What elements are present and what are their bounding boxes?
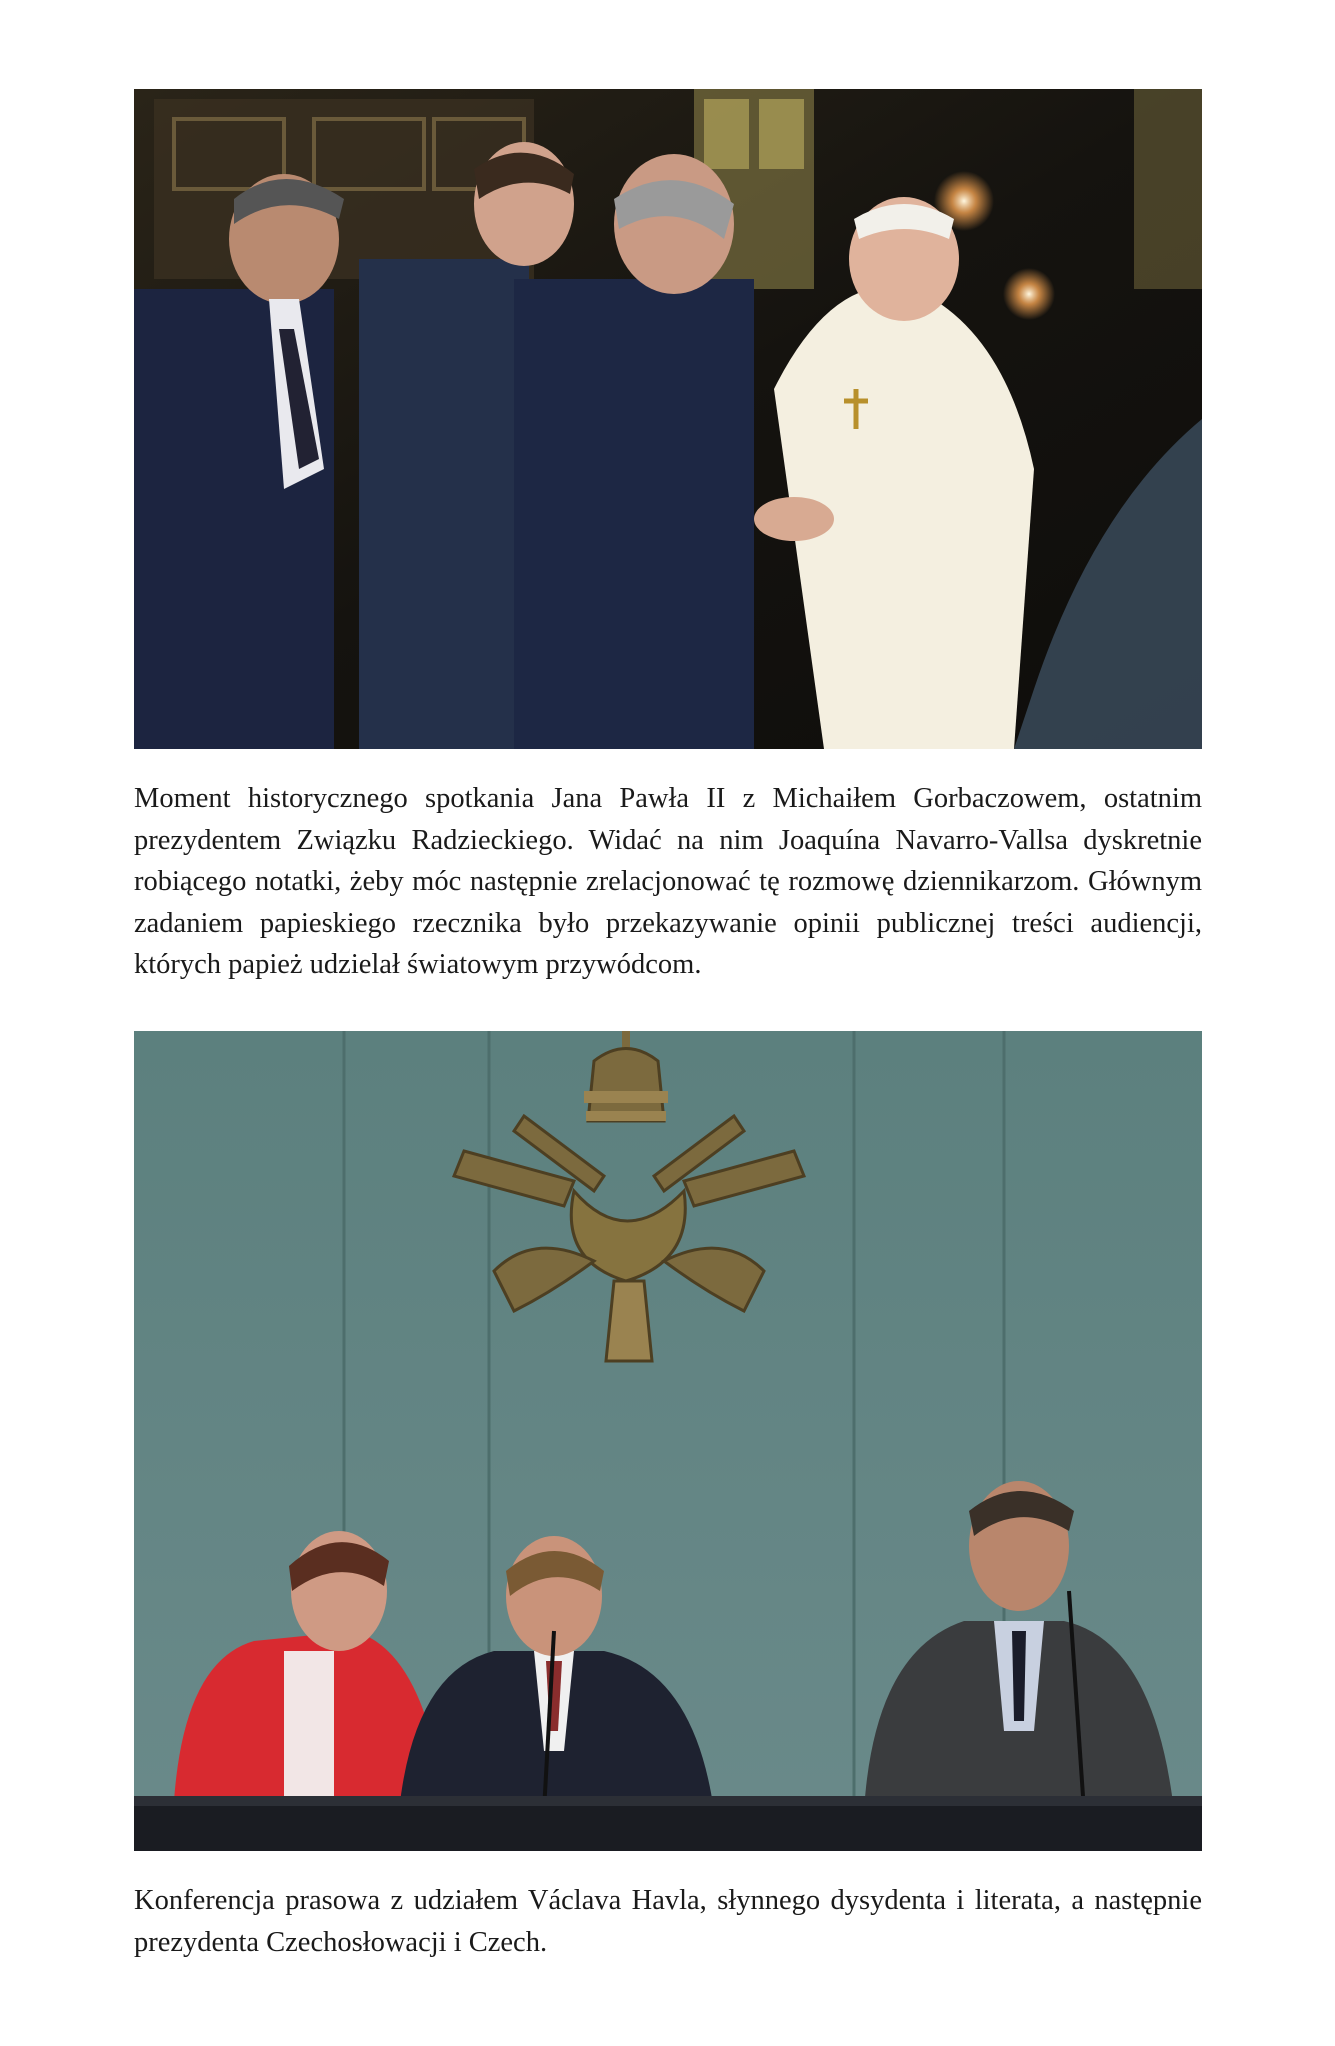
photo-papal-audience (134, 89, 1202, 749)
caption-papal-audience: Moment historycznego spotkania Jana Pawła II z Michaiłem Gorbaczowem, ostatnim prezydentem Związku Radzieckiego. Widać na nim Joaquína Navarro-Vallsa dyskretnie robiącego notatki, żeby móc następnie zrelacjonować tę rozmowę dziennikarzom. Głównym zadaniem papieskiego rzecznika było przekazywanie opinii publicznej treści audiencji, których papież udzielał światowym przywódcom. (134, 783, 1202, 980)
photo-press-conference-image (134, 1031, 1202, 1851)
photo-press-conference (134, 1031, 1202, 1851)
caption-press-conference: Konferencja prasowa z udziałem Václava Havla, słynnego dysydenta i literata, a następnie prezydenta Czechosłowacji i Czech. (134, 1885, 1202, 1958)
photo-papal-audience-image (134, 89, 1202, 749)
